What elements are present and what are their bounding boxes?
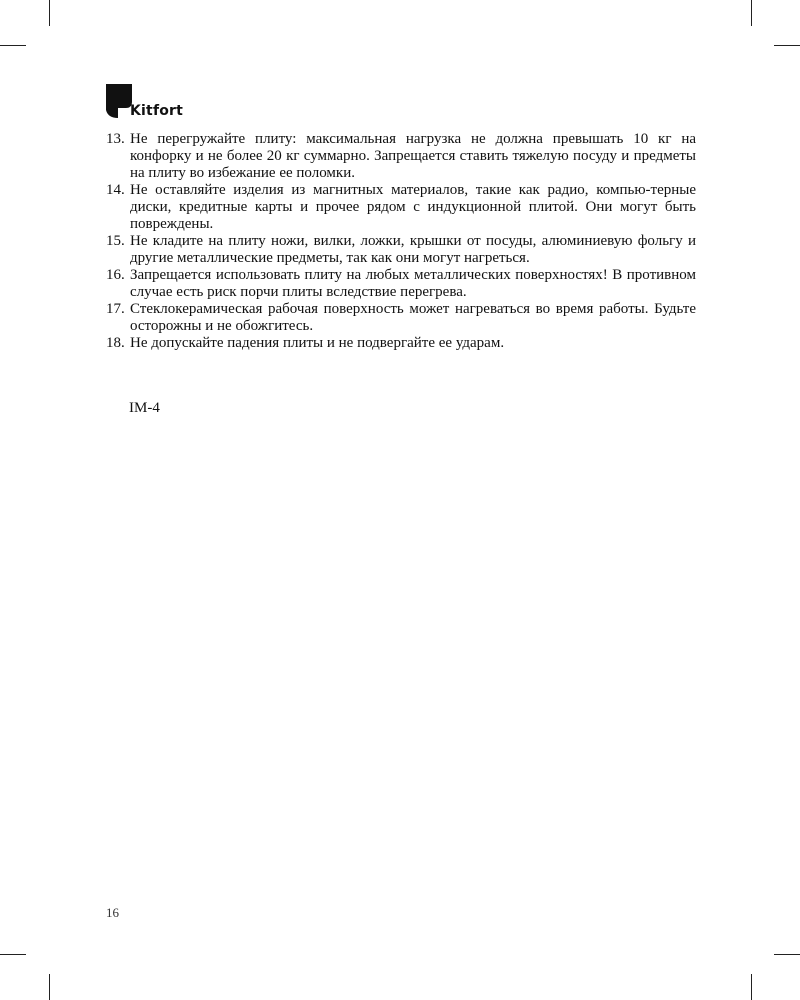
item-text: Не допускайте падения плиты и не подвергайте ее ударам.	[130, 335, 505, 351]
brand-logo	[106, 84, 183, 118]
item-number: 14.	[106, 182, 125, 198]
crop-mark-bottom-left-h	[0, 954, 26, 955]
list-item	[106, 131, 696, 182]
list-item	[106, 182, 696, 233]
crop-mark-top-left-v	[49, 0, 50, 26]
item-text: Не оставляйте изделия из магнитных материалов, такие как радио, компью-терные диски, кредитные карты и прочее рядом с индукционной плитой. Они могут быть повреждены.	[130, 182, 696, 232]
crop-mark-top-left-h	[0, 45, 26, 46]
crop-mark-top-right-h	[774, 45, 800, 46]
model-code: IM-4	[129, 400, 160, 416]
item-number: 18.	[106, 335, 125, 351]
crop-mark-top-right-v	[751, 0, 752, 26]
item-number: 13.	[106, 131, 125, 147]
kitfort-logo-icon	[106, 84, 132, 118]
list-item	[106, 233, 696, 267]
instruction-list	[106, 131, 696, 352]
crop-mark-bottom-right-v	[751, 974, 752, 1000]
list-item	[106, 301, 696, 335]
brand-name: Kitfort	[130, 103, 184, 119]
item-text: Не кладите на плиту ножи, вилки, ложки, крышки от посуды, алюминиевую фольгу и другие металлические предметы, так как они могут нагреться.	[130, 233, 696, 266]
list-item	[106, 335, 696, 352]
item-text: Запрещается использовать плиту на любых металлических поверхностях! В противном случае есть риск порчи плиты вследствие перегрева.	[130, 267, 696, 300]
item-number: 15.	[106, 233, 125, 249]
item-text: Стеклокерамическая рабочая поверхность может нагреваться во время работы. Будьте осторожны и не обожгитесь.	[130, 301, 696, 334]
crop-mark-bottom-left-v	[49, 974, 50, 1000]
page-number: 16	[106, 905, 119, 920]
list-item	[106, 267, 696, 301]
item-number: 16.	[106, 267, 125, 283]
item-number: 17.	[106, 301, 125, 317]
item-text: Не перегружайте плиту: максимальная нагрузка не должна превышать 10 кг на конфорку и не более 20 кг суммарно. Запрещается ставить тяжелую посуду и предметы на плиту во избежание ее поломки.	[130, 131, 696, 181]
crop-mark-bottom-right-h	[774, 954, 800, 955]
